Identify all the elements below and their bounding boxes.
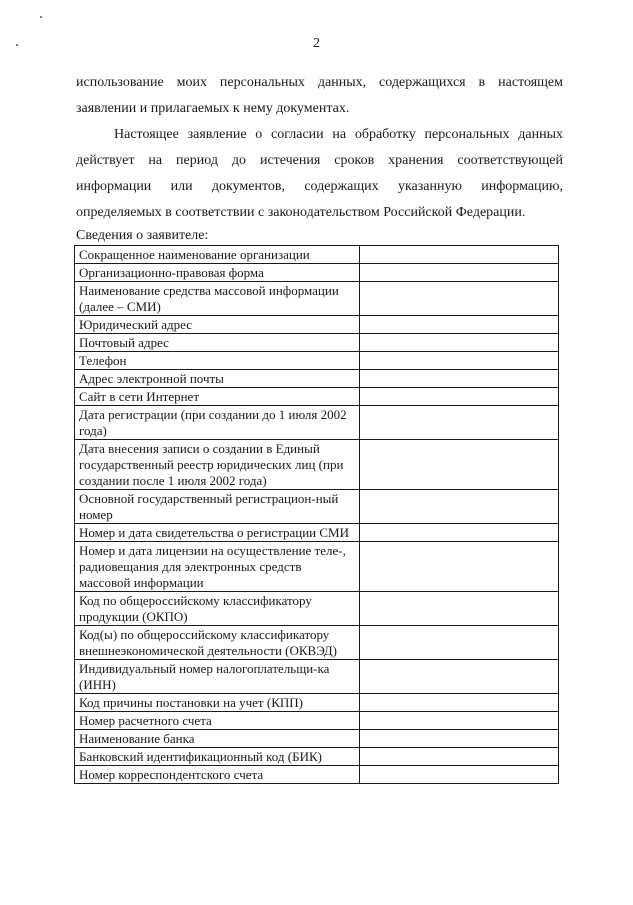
row-value[interactable] <box>360 370 559 388</box>
row-value[interactable] <box>360 592 559 626</box>
table-row <box>75 766 559 784</box>
row-label: Организационно-правовая форма <box>75 264 360 282</box>
row-label: Телефон <box>75 352 360 370</box>
row-value[interactable] <box>360 246 559 264</box>
row-label: Наименование средства массовой информации (далее – СМИ) <box>75 282 360 316</box>
row-label: Юридический адрес <box>75 316 360 334</box>
row-value[interactable] <box>360 626 559 660</box>
table-row <box>75 440 559 490</box>
table-row <box>75 592 559 626</box>
paragraph-consent-usage: использование моих персональных данных, содержащихся в настоящем заявлении и прилагаемых к нему документах. <box>76 75 563 116</box>
table-row <box>75 334 559 352</box>
table-row <box>75 406 559 440</box>
row-label: Сайт в сети Интернет <box>75 388 360 406</box>
table-row <box>75 712 559 730</box>
row-label: Почтовый адрес <box>75 334 360 352</box>
row-label: Банковский идентификационный код (БИК) <box>75 748 360 766</box>
table-row <box>75 370 559 388</box>
table-row <box>75 626 559 660</box>
row-label: Дата регистрации (при создании до 1 июля 2002 года) <box>75 406 360 440</box>
table-row <box>75 264 559 282</box>
row-label: Индивидуальный номер налогоплательщи-ка (ИНН) <box>75 660 360 694</box>
table-row <box>75 524 559 542</box>
row-value[interactable] <box>360 490 559 524</box>
row-label: Код причины постановки на учет (КПП) <box>75 694 360 712</box>
row-value[interactable] <box>360 352 559 370</box>
table-row <box>75 660 559 694</box>
page-number: 2 <box>313 36 320 51</box>
row-value[interactable] <box>360 766 559 784</box>
table-row <box>75 490 559 524</box>
row-value[interactable] <box>360 406 559 440</box>
row-value[interactable] <box>360 524 559 542</box>
table-row <box>75 316 559 334</box>
row-value[interactable] <box>360 712 559 730</box>
table-row <box>75 748 559 766</box>
table-row <box>75 694 559 712</box>
applicant-info-table <box>74 245 559 784</box>
row-value[interactable] <box>360 388 559 406</box>
row-value[interactable] <box>360 334 559 352</box>
row-value[interactable] <box>360 542 559 592</box>
row-label: Код(ы) по общероссийскому классификатору внешнеэкономической деятельности (ОКВЭД) <box>75 626 360 660</box>
row-label: Номер корреспондентского счета <box>75 766 360 784</box>
row-label: Код по общероссийскому классификатору продукции (ОКПО) <box>75 592 360 626</box>
applicant-info-heading: Сведения о заявителе: <box>76 228 209 243</box>
row-label: Номер и дата свидетельства о регистрации СМИ <box>75 524 360 542</box>
row-value[interactable] <box>360 264 559 282</box>
row-value[interactable] <box>360 316 559 334</box>
scan-speck <box>40 16 42 18</box>
table-row <box>75 542 559 592</box>
row-value[interactable] <box>360 282 559 316</box>
table-row <box>75 730 559 748</box>
row-label: Адрес электронной почты <box>75 370 360 388</box>
table-row <box>75 388 559 406</box>
row-label: Сокращенное наименование организации <box>75 246 360 264</box>
table-row <box>75 282 559 316</box>
row-value[interactable] <box>360 440 559 490</box>
row-label: Основной государственный регистрацион-ный номер <box>75 490 360 524</box>
row-value[interactable] <box>360 730 559 748</box>
row-value[interactable] <box>360 694 559 712</box>
row-label: Наименование банка <box>75 730 360 748</box>
row-label: Дата внесения записи о создании в Единый государственный реестр юридических лиц (при создании после 1 июля 2002 года) <box>75 440 360 490</box>
paragraph-consent-validity: Настоящее заявление о согласии на обработку персональных данных действует на период до истечения сроков хранения соответствующей информации или документов, содержащих указанную информацию, определяемых в соответствии с законодательством Российской Федерации. <box>76 127 563 220</box>
row-label: Номер и дата лицензии на осуществление теле-, радиовещания для электронных средств массовой информации <box>75 542 360 592</box>
table-row <box>75 352 559 370</box>
table-row <box>75 246 559 264</box>
row-value[interactable] <box>360 660 559 694</box>
row-value[interactable] <box>360 748 559 766</box>
row-label: Номер расчетного счета <box>75 712 360 730</box>
